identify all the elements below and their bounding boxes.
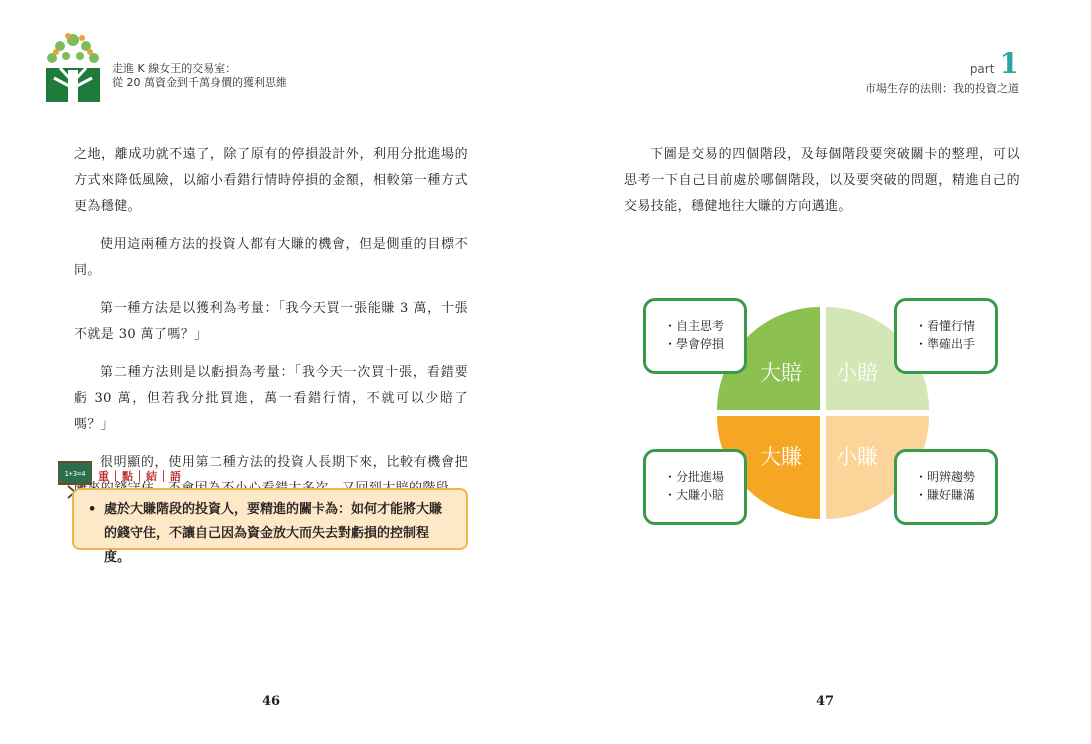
stage-item: ・準確出手: [915, 337, 976, 351]
stage-box-bottom-right: [894, 449, 998, 525]
book-title-line1: 走進 K 線女王的交易室：: [112, 62, 237, 75]
stage-item: ・自主思考: [664, 319, 725, 333]
part-indicator: [969, 47, 1019, 80]
money-tree-logo: [42, 30, 104, 102]
paragraph: 使用這兩種方法的投資人都有大賺的機會，但是側重的目標不同。: [74, 237, 468, 278]
bullet: •: [88, 502, 97, 517]
stage-box-top-left: [643, 298, 747, 374]
page-number-right: 47: [816, 694, 835, 709]
stage-item: ・學會停損: [664, 337, 725, 351]
paragraph: 第二種方法則是以虧損為考量：「我今天一次買十張，看錯要虧 30 萬，但若我分批買進，萬一看錯行情，不就可以少賠了嗎？」: [74, 365, 468, 432]
stage-item: ・大賺小賠: [664, 488, 725, 502]
quadrant-label-small-loss: 小賠: [836, 361, 878, 385]
key-point-title: 重｜點｜結｜語: [98, 470, 182, 483]
paragraph: 很明顯的，使用第二種方法的投資人長期下來，比較有機會把: [100, 455, 468, 470]
quadrant-label-big-gain: 大賺: [760, 445, 802, 469]
book-title-line2: 從 20 萬資金到千萬身價的獲利思維: [112, 76, 287, 89]
quadrant-label-big-loss: 大賠: [760, 361, 802, 385]
paragraph: 之地，離成功就不遠了，除了原有的停損設計外，利用分批進場的方式來降低風險，以縮小看錯行情時停損的金額，相較第一種方式更為穩健。: [74, 147, 468, 214]
book-title: [112, 62, 287, 90]
right-page-body: [624, 142, 1020, 232]
key-point-text: 處於大賺階段的投資人，要精進的關卡為：如何才能將大賺的錢守住，不讓自己因為資金放大而失去對虧損的控制程度。: [104, 502, 443, 565]
page-number-left: 46: [262, 694, 281, 709]
stage-item: ・分批進場: [664, 470, 725, 484]
stage-item: ・明辨趨勢: [915, 470, 976, 484]
stage-item: ・看懂行情: [915, 319, 976, 333]
quadrant-label-small-gain: 小賺: [836, 445, 878, 469]
part-number: 1: [999, 47, 1019, 80]
stage-box-top-right: [894, 298, 998, 374]
four-stage-diagram: [640, 295, 1005, 530]
stage-item: ・賺好賺滿: [915, 488, 976, 502]
chapter-title: 市場生存的法則：我的投資之道: [865, 82, 1019, 95]
part-label: part: [969, 62, 995, 76]
paragraph: 第一種方法是以獲利為考量：「我今天買一張能賺 3 萬，十張不就是 30 萬了嗎？」: [74, 301, 468, 342]
stage-box-bottom-left: [643, 449, 747, 525]
paragraph: 下圖是交易的四個階段，及每個階段要突破關卡的整理，可以思考一下自己目前處於哪個階段，以及要突破的問題，精進自己的交易技能，穩健地往大賺的方向邁進。: [624, 147, 1020, 214]
key-point-box: [72, 488, 468, 565]
left-page-body: [74, 142, 468, 514]
chalkboard-text: 1+3=4: [64, 470, 86, 478]
